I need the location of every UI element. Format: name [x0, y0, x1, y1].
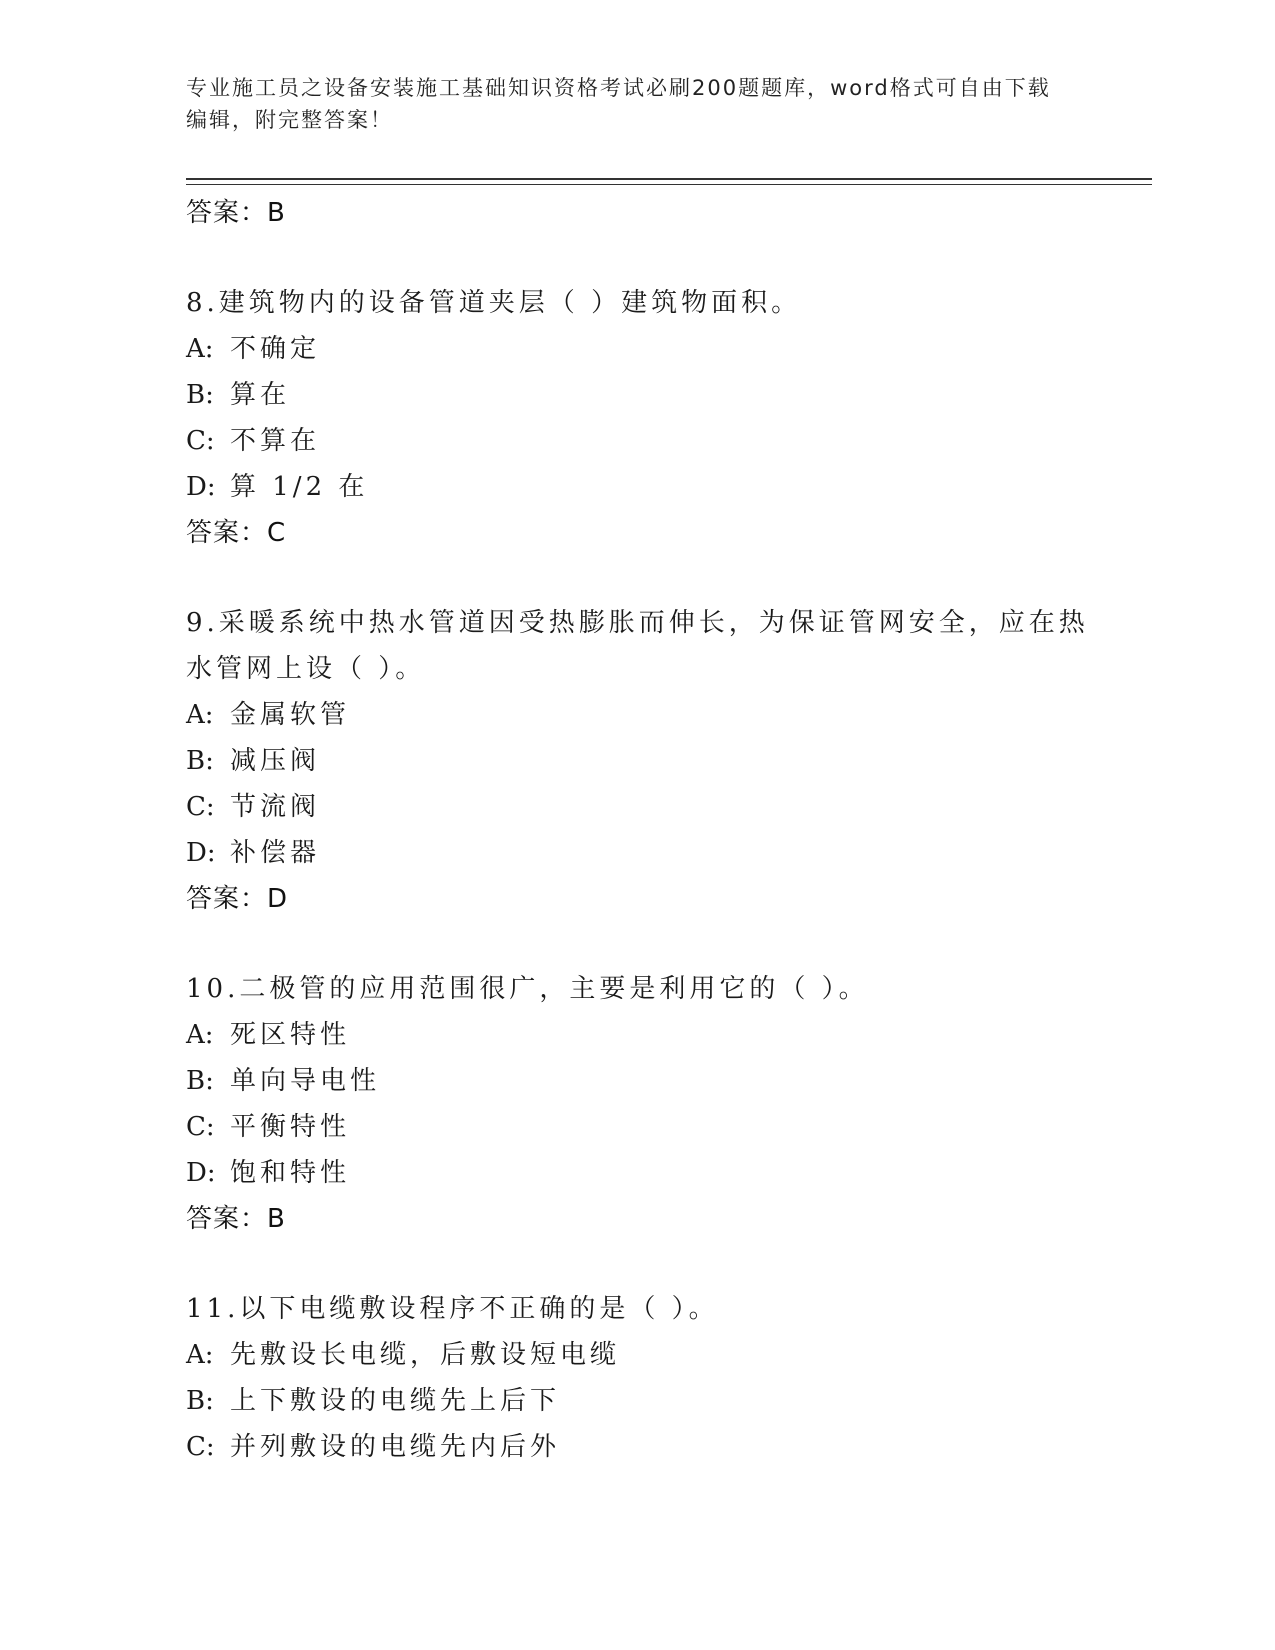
option-letter: A: [186, 700, 214, 730]
header-divider [186, 178, 1152, 180]
option-text: 补偿器 [230, 838, 321, 868]
option-text: 死区特性 [230, 1020, 351, 1050]
question-9 [186, 600, 1146, 922]
option-letter: B: [186, 380, 214, 410]
option-text: 节流阀 [230, 792, 321, 822]
option-c [186, 1424, 1146, 1470]
option-text: 不确定 [230, 334, 321, 364]
option-d [186, 1150, 1146, 1196]
option-letter: A: [186, 334, 214, 364]
option-b [186, 372, 1146, 418]
answer-q9: 答案：D [186, 884, 289, 914]
option-letter: C: [186, 792, 215, 822]
page-header: 专业施工员之设备安装施工基础知识资格考试必刷200题题库，word格式可自由下载编辑，附完整答案！ [186, 76, 1051, 132]
question-list [186, 190, 1146, 1470]
option-text: 上下敷设的电缆先上后下 [230, 1386, 561, 1416]
option-letter: D: [186, 1158, 216, 1188]
answer-q8: 答案：C [186, 518, 287, 548]
option-letter: C: [186, 426, 215, 456]
option-letter: D: [186, 472, 216, 502]
question-text-continued: 水管网上设（ ）。 [186, 654, 426, 684]
question-11 [186, 1286, 1146, 1470]
answer-q10: 答案：B [186, 1204, 286, 1234]
option-c [186, 1104, 1146, 1150]
option-a [186, 1332, 1146, 1378]
option-b [186, 738, 1146, 784]
option-letter: D: [186, 838, 216, 868]
option-text: 饱和特性 [230, 1158, 351, 1188]
question-text: 11.以下电缆敷设程序不正确的是（ ）。 [186, 1294, 719, 1324]
option-text: 减压阀 [230, 746, 321, 776]
option-text: 单向导电性 [230, 1066, 381, 1096]
option-letter: B: [186, 1386, 214, 1416]
header-divider-thin [186, 184, 1152, 185]
option-text: 金属软管 [230, 700, 351, 730]
option-letter: C: [186, 1432, 215, 1462]
option-b [186, 1058, 1146, 1104]
question-10 [186, 966, 1146, 1242]
option-letter: C: [186, 1112, 215, 1142]
option-text: 不算在 [230, 426, 321, 456]
option-text: 先敷设长电缆，后敷设短电缆 [230, 1340, 621, 1370]
answer-q7: 答案：B [186, 198, 286, 228]
option-letter: B: [186, 746, 214, 776]
option-d [186, 464, 1146, 510]
option-b [186, 1378, 1146, 1424]
question-text: 9.采暖系统中热水管道因受热膨胀而伸长，为保证管网安全，应在热 [186, 608, 1089, 638]
option-c [186, 784, 1146, 830]
option-text: 算在 [230, 380, 291, 410]
question-text: 8.建筑物内的设备管道夹层（ ）建筑物面积。 [186, 288, 802, 318]
option-a [186, 326, 1146, 372]
option-c [186, 418, 1146, 464]
option-a [186, 692, 1146, 738]
option-letter: A: [186, 1340, 214, 1370]
option-text: 平衡特性 [230, 1112, 351, 1142]
option-text: 算 1/2 在 [230, 472, 369, 502]
question-text: 10.二极管的应用范围很广，主要是利用它的（ ）。 [186, 974, 869, 1004]
question-8 [186, 280, 1146, 556]
option-d [186, 830, 1146, 876]
option-letter: A: [186, 1020, 214, 1050]
option-text: 并列敷设的电缆先内后外 [230, 1432, 561, 1462]
option-a [186, 1012, 1146, 1058]
option-letter: B: [186, 1066, 214, 1096]
